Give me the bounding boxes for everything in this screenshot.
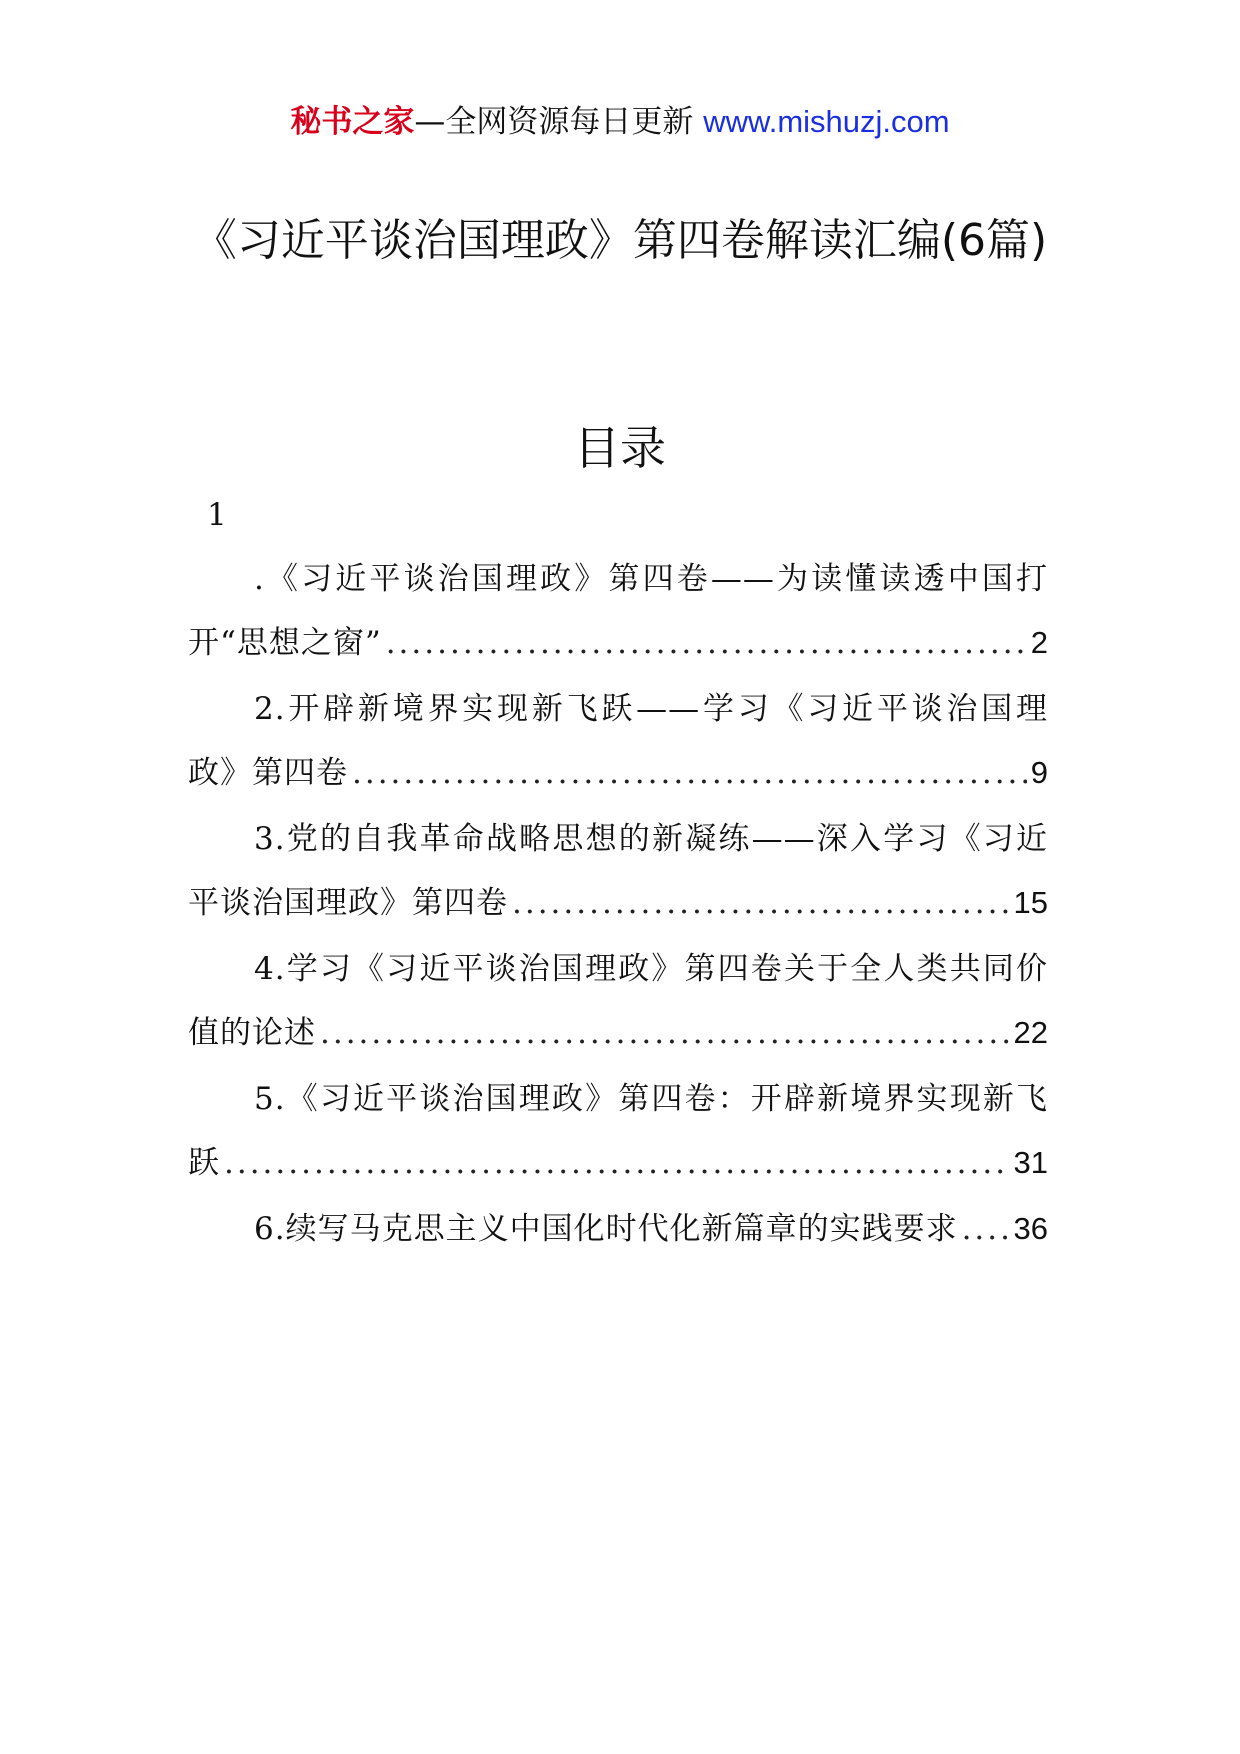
toc-dot-leader [386,616,1027,670]
toc-dot-leader [320,1006,1010,1060]
document-title: 《习近平谈治国理政》第四卷解读汇编(6篇) [192,215,1048,266]
toc-dot-leader [352,746,1027,800]
toc-entry[interactable] [188,1202,1048,1262]
banner-slogan: —全网资源每日更新 [414,104,704,140]
toc-page-number: 9 [1030,755,1048,790]
toc-entry-title-line1: 3.党的自我革命战略思想的新凝练——深入学习《习近 [254,821,1048,857]
toc-entry[interactable] [188,812,1048,942]
toc-entry-title-line1: 4.学习《习近平谈治国理政》第四卷关于全人类共同价 [254,951,1048,987]
toc-entry-title-line2: 政》第四卷 [188,755,348,791]
toc-page-number: 22 [1013,1015,1048,1050]
toc-entry-title: 6.续写马克思主义中国化时代化新篇章的实践要求 [254,1211,958,1247]
toc-entry[interactable] [188,552,1048,682]
banner-url-link[interactable]: www.mishuzj.com [703,104,950,139]
toc-page-number: 15 [1013,885,1048,920]
toc-entry-title-line2: 跃 [188,1145,220,1181]
toc-page-number: 31 [1013,1145,1048,1180]
toc-page-number: 36 [1013,1211,1048,1246]
toc-dot-leader [512,876,1010,930]
toc-entry-title-line2: 平谈治国理政》第四卷 [188,885,508,921]
table-of-contents [188,552,1048,1262]
toc-page-number: 2 [1030,625,1048,660]
toc-entry-title-line2: 开“思想之窗” [188,625,382,661]
toc-entry[interactable] [188,942,1048,1072]
toc-dot-leader [224,1136,1010,1190]
toc-entry-title-line1: 2.开辟新境界实现新飞跃——学习《习近平谈治国理 [254,691,1048,727]
toc-entry-title-line1: 5.《习近平谈治国理政》第四卷：开辟新境界实现新飞 [254,1081,1048,1117]
site-banner [0,100,1240,144]
toc-heading: 目录 [574,421,666,475]
toc-entry-title-line2: 值的论述 [188,1015,316,1051]
stray-number: 1 [207,497,227,533]
toc-entry-title-line1: .《习近平谈治国理政》第四卷——为读懂读透中国打 [254,561,1048,597]
toc-dot-leader [962,1202,1010,1256]
toc-entry[interactable] [188,682,1048,812]
banner-brand: 秘书之家 [290,104,415,140]
toc-entry[interactable] [188,1072,1048,1202]
